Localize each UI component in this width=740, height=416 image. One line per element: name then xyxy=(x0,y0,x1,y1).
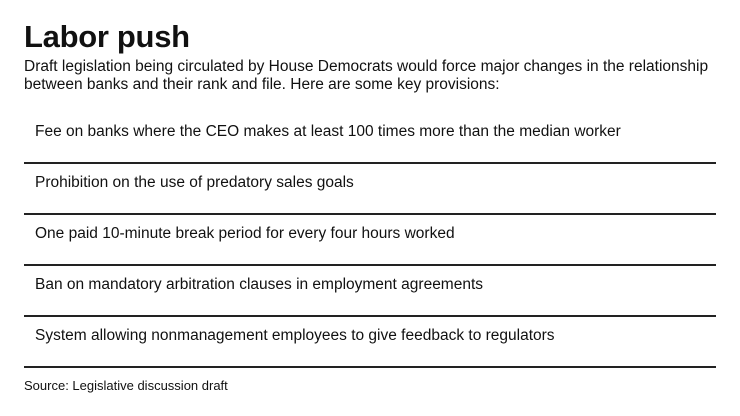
provision-item xyxy=(24,267,716,317)
provision-item xyxy=(24,114,716,164)
subtitle: Draft legislation being circulated by House Democrats would force major changes in the relationship between banks and their rank and file. Here are some key provisions: xyxy=(24,58,709,93)
provision-item xyxy=(24,216,716,266)
provision-text: System allowing nonmanagement employees to give feedback to regulators xyxy=(35,327,555,344)
provision-text: Prohibition on the use of predatory sales goals xyxy=(35,174,354,191)
provision-text: One paid 10-minute break period for every four hours worked xyxy=(35,225,455,242)
provisions-list xyxy=(24,114,716,368)
provision-item xyxy=(24,318,716,368)
source-note: Source: Legislative discussion draft xyxy=(24,378,228,393)
provision-text: Fee on banks where the CEO makes at least 100 times more than the median worker xyxy=(35,123,621,140)
page-title: Labor push xyxy=(24,19,190,54)
provision-item xyxy=(24,165,716,215)
provision-text: Ban on mandatory arbitration clauses in employment agreements xyxy=(35,276,484,293)
